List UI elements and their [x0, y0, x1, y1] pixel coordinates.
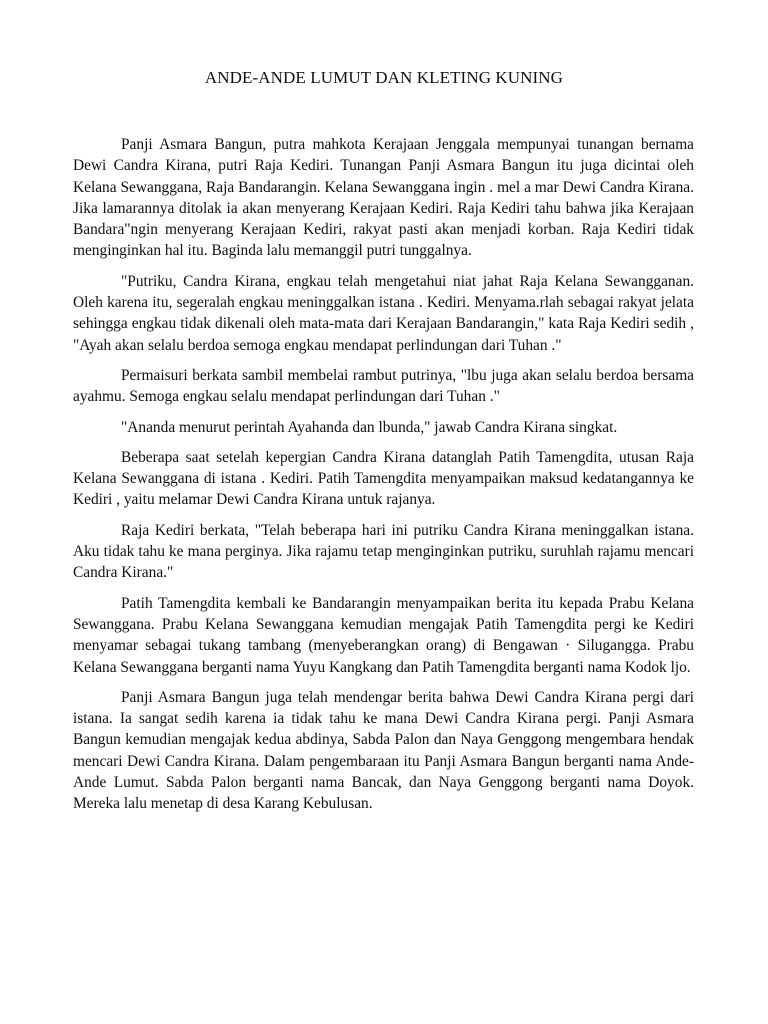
paragraph: Panji Asmara Bangun, putra mahkota Kerajaan Jenggala mempunyai tunangan bernama Dewi Candra Kirana, putri Raja Kediri. Tunangan Panji Asmara Bangun itu juga dicintai oleh Kelana Sewanggana, Raja Bandarangin. Kelana Sewanggana ingin . mel a mar Dewi Candra Kirana. Jika lamarannya ditolak ia akan menyerang Kerajaan Kediri. Raja Kediri tahu bahwa jika Kerajaan Bandara"ngin menyerang Kerajaan Kediri, rakyat pasti akan menjadi korban. Raja Kediri tidak menginginkan hal itu. Baginda lalu memanggil putri tunggalnya. [73, 136, 694, 260]
paragraph: Panji Asmara Bangun juga telah mendengar berita bahwa Dewi Candra Kirana pergi dari istana. Ia sangat sedih karena ia tidak tahu ke mana Dewi Candra Kirana pergi. Panji Asmara Bangun kemudian mengajak kedua abdinya, Sabda Palon dan Naya Genggong mengembara hendak mencari Dewi Candra Kirana. Dalam pengembaraan itu Panji Asmara Bangun berganti nama Ande-Ande Lumut. Sabda Palon berganti nama Bancak, dan Naya Genggong berganti nama Doyok. Mereka lalu menetap di desa Karang Kebulusan. [73, 688, 694, 813]
paragraph: Patih Tamengdita kembali ke Bandarangin menyampaikan berita itu kepada Prabu Kelana Sewanggana. Prabu Kelana Sewanggana kemudian mengajak Patih Tamengdita pergi ke Kediri menyamar sebagai tukang tambang (menyeberangkan orang) di Bengawan · Silugangga. Prabu Kelana Sewanggana berganti nama Yuyu Kangkang dan Patih Tamengdita berganti nama Kodok ljo. [73, 594, 694, 676]
paragraph: Permaisuri berkata sambil membelai rambut putrinya, "lbu juga akan selalu berdoa bersama ayahmu. Semoga engkau selalu mendapat perlindungan dari Tuhan ." [73, 366, 694, 406]
paragraph: "Ananda menurut perintah Ayahanda dan lbunda," jawab Candra Kirana singkat. [121, 418, 618, 436]
paragraph: Beberapa saat setelah kepergian Candra Kirana datanglah Patih Tamengdita, utusan Raja Kelana Sewanggana di istana . Kediri. Patih Tamengdita menyampaikan maksud kedatangannya ke Kediri , yaitu melamar Dewi Candra Kirana untuk rajanya. [73, 448, 694, 509]
document-body [73, 134, 694, 824]
paragraph: Raja Kediri berkata, "Telah beberapa hari ini putriku Candra Kirana meninggalkan istana. Aku tidak tahu ke mana perginya. Jika rajamu tetap menginginkan putriku, suruhlah rajamu mencari Candra Kirana." [73, 521, 694, 582]
paragraph: "Putriku, Candra Kirana, engkau telah mengetahui niat jahat Raja Kelana Sewangganan. Oleh karena itu, segeralah engkau meninggalkan istana . Kediri. Menyama.rlah sebagai rakyat jelata sehingga engkau tidak dikenali oleh mata-mata dari Kerajaan Bandarangin," kata Raja Kediri sedih , "Ayah akan selalu berdoa semoga engkau mendapat perlindungan dari Tuhan ." [73, 272, 694, 354]
document-title: ANDE-ANDE LUMUT DAN KLETING KUNING [204, 68, 564, 87]
